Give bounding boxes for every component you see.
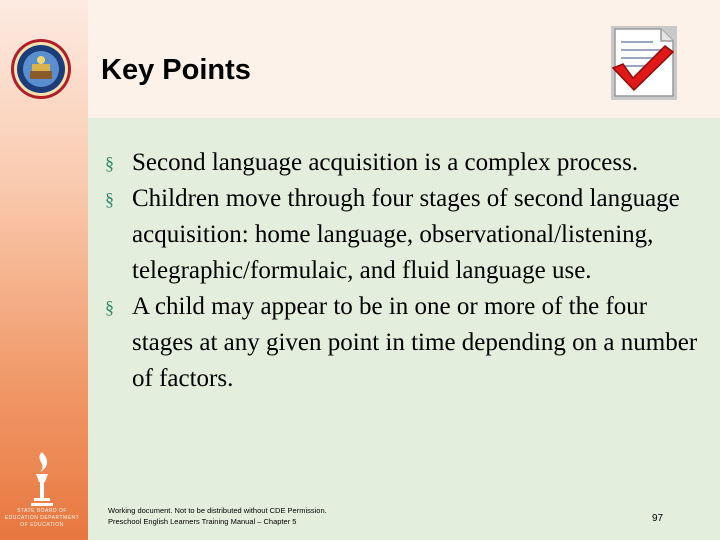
checklist-icon <box>607 24 683 102</box>
list-item <box>105 289 705 397</box>
footer-note <box>108 505 327 527</box>
sidebar <box>0 0 88 540</box>
list-item <box>105 181 705 289</box>
bullet-text: Second language acquisition is a complex process. <box>132 149 639 176</box>
bullet-marker: § <box>105 153 114 173</box>
page-number: 97 <box>652 513 664 524</box>
footer-line-2: Preschool English Learners Training Manual – Chapter 5 <box>108 517 297 526</box>
state-seal-icon <box>10 38 72 100</box>
bullet-marker: § <box>105 297 114 317</box>
footer-line-1: Working document. Not to be distributed without CDE Permission. <box>108 506 327 515</box>
bullet-text: A child may appear to be in one or more of the four stages at any given point in time depending on a number of factors. <box>132 293 698 392</box>
logo-caption: STATE BOARD OF EDUCATION DEPARTMENT OF EDUCATION <box>4 508 80 528</box>
torch-logo-icon <box>22 448 62 510</box>
bullet-marker: § <box>105 189 114 209</box>
list-item <box>105 145 705 181</box>
bullet-text: Children move through four stages of second language acquisition: home language, observational/listening, telegraphic/formulaic, and fluid language use. <box>132 185 680 284</box>
page-title: Key Points <box>101 54 251 86</box>
key-points-list <box>105 145 705 397</box>
